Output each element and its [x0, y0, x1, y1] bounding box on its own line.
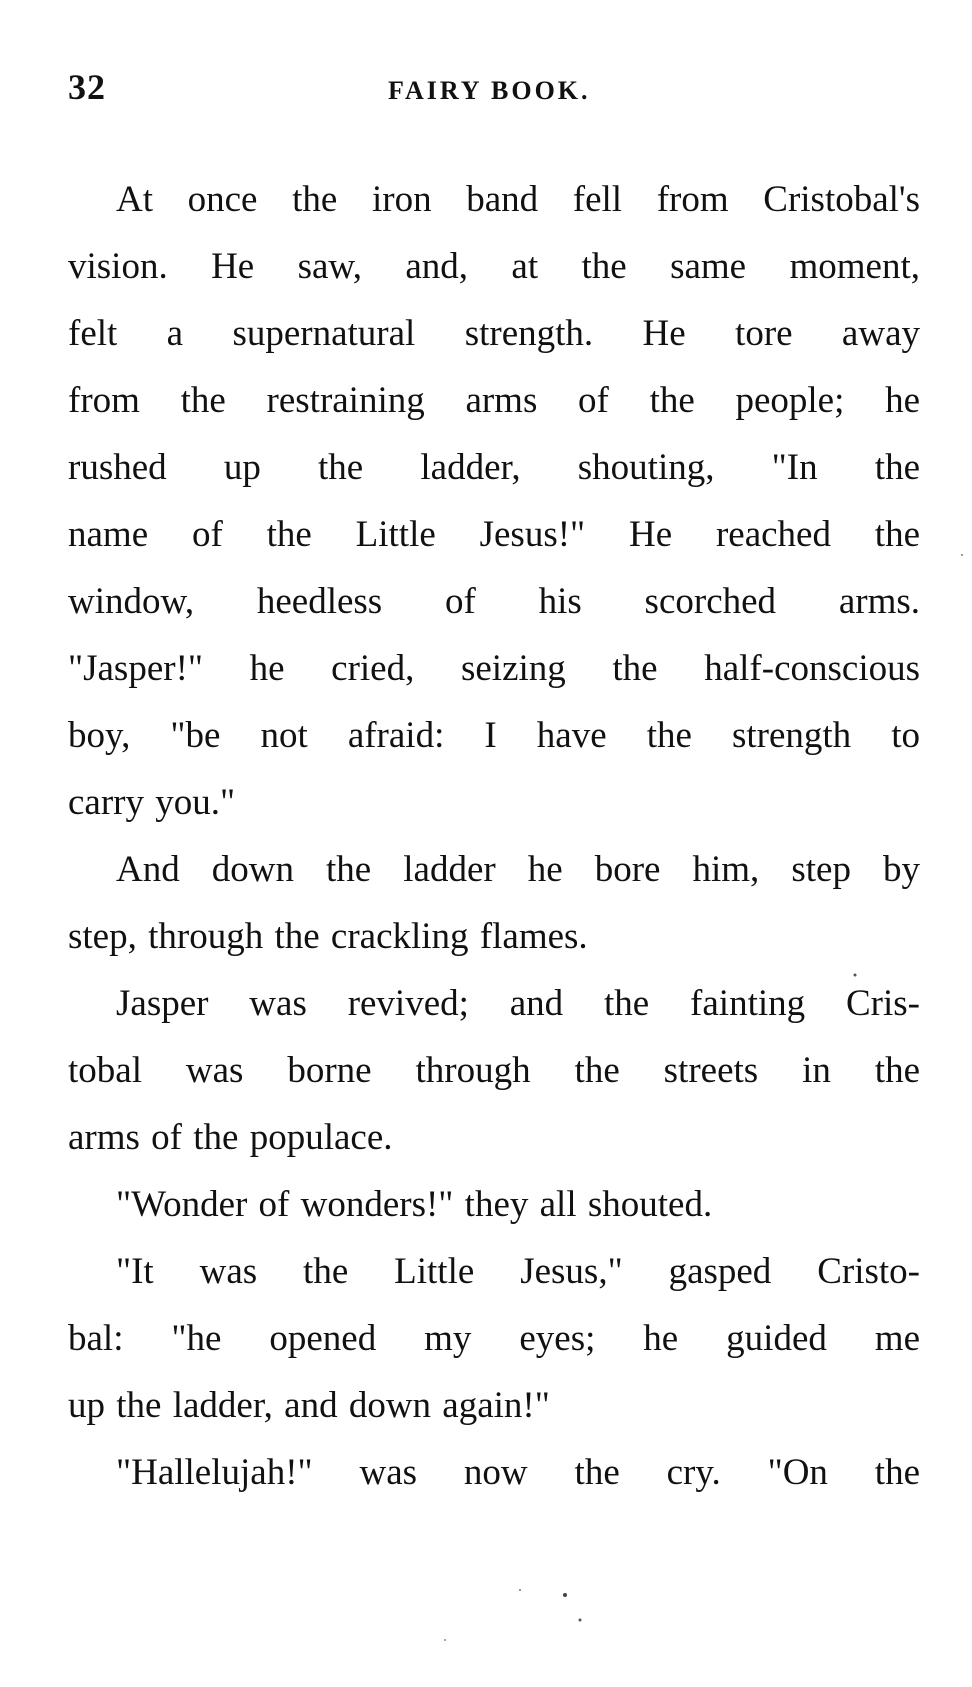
running-head: FAIRY BOOK. — [388, 76, 591, 105]
text-line: "Jasper!" he cried, seizing the half-conscious — [68, 648, 920, 689]
paragraph — [68, 1171, 920, 1238]
text-line: rushed up the ladder, shouting, "In the — [68, 447, 920, 488]
ink-speck — [961, 554, 963, 556]
paragraph — [68, 1439, 920, 1506]
text-line: step, through the crackling flames. — [68, 916, 588, 957]
text-line: from the restraining arms of the people; he — [68, 380, 920, 421]
text-line: arms of the populace. — [68, 1117, 393, 1158]
paragraph — [68, 836, 920, 970]
text-line: boy, "be not afraid: I have the strength to — [68, 715, 920, 756]
ink-speck — [444, 1639, 446, 1641]
page-number: 32 — [68, 67, 106, 107]
text-line: vision. He saw, and, at the same moment, — [68, 246, 920, 287]
page-header — [68, 66, 920, 116]
ink-speck — [519, 1589, 521, 1591]
text-line: up the ladder, and down again!" — [68, 1385, 550, 1426]
paragraph — [68, 166, 920, 836]
paragraph — [68, 1238, 920, 1439]
text-line: window, heedless of his scorched arms. — [68, 581, 920, 622]
body-text — [68, 166, 920, 1506]
text-line: name of the Little Jesus!" He reached the — [68, 514, 920, 555]
text-line: tobal was borne through the streets in the — [68, 1050, 920, 1091]
ink-speck — [563, 1593, 567, 1597]
ink-speck — [579, 1619, 582, 1622]
paragraph — [68, 970, 920, 1171]
text-line: carry you." — [68, 782, 236, 823]
text-line: felt a supernatural strength. He tore away — [68, 313, 920, 354]
text-line: "It was the Little Jesus," gasped Cristo- — [116, 1251, 920, 1292]
text-line: Jasper was revived; and the fainting Cris- — [116, 983, 920, 1024]
text-line: "Hallelujah!" was now the cry. "On the — [116, 1452, 920, 1493]
text-line: bal: "he opened my eyes; he guided me — [68, 1318, 920, 1359]
text-line: And down the ladder he bore him, step by — [116, 849, 920, 890]
text-line: "Wonder of wonders!" they all shouted. — [116, 1184, 713, 1225]
text-line: At once the iron band fell from Cristobal's — [116, 179, 920, 220]
